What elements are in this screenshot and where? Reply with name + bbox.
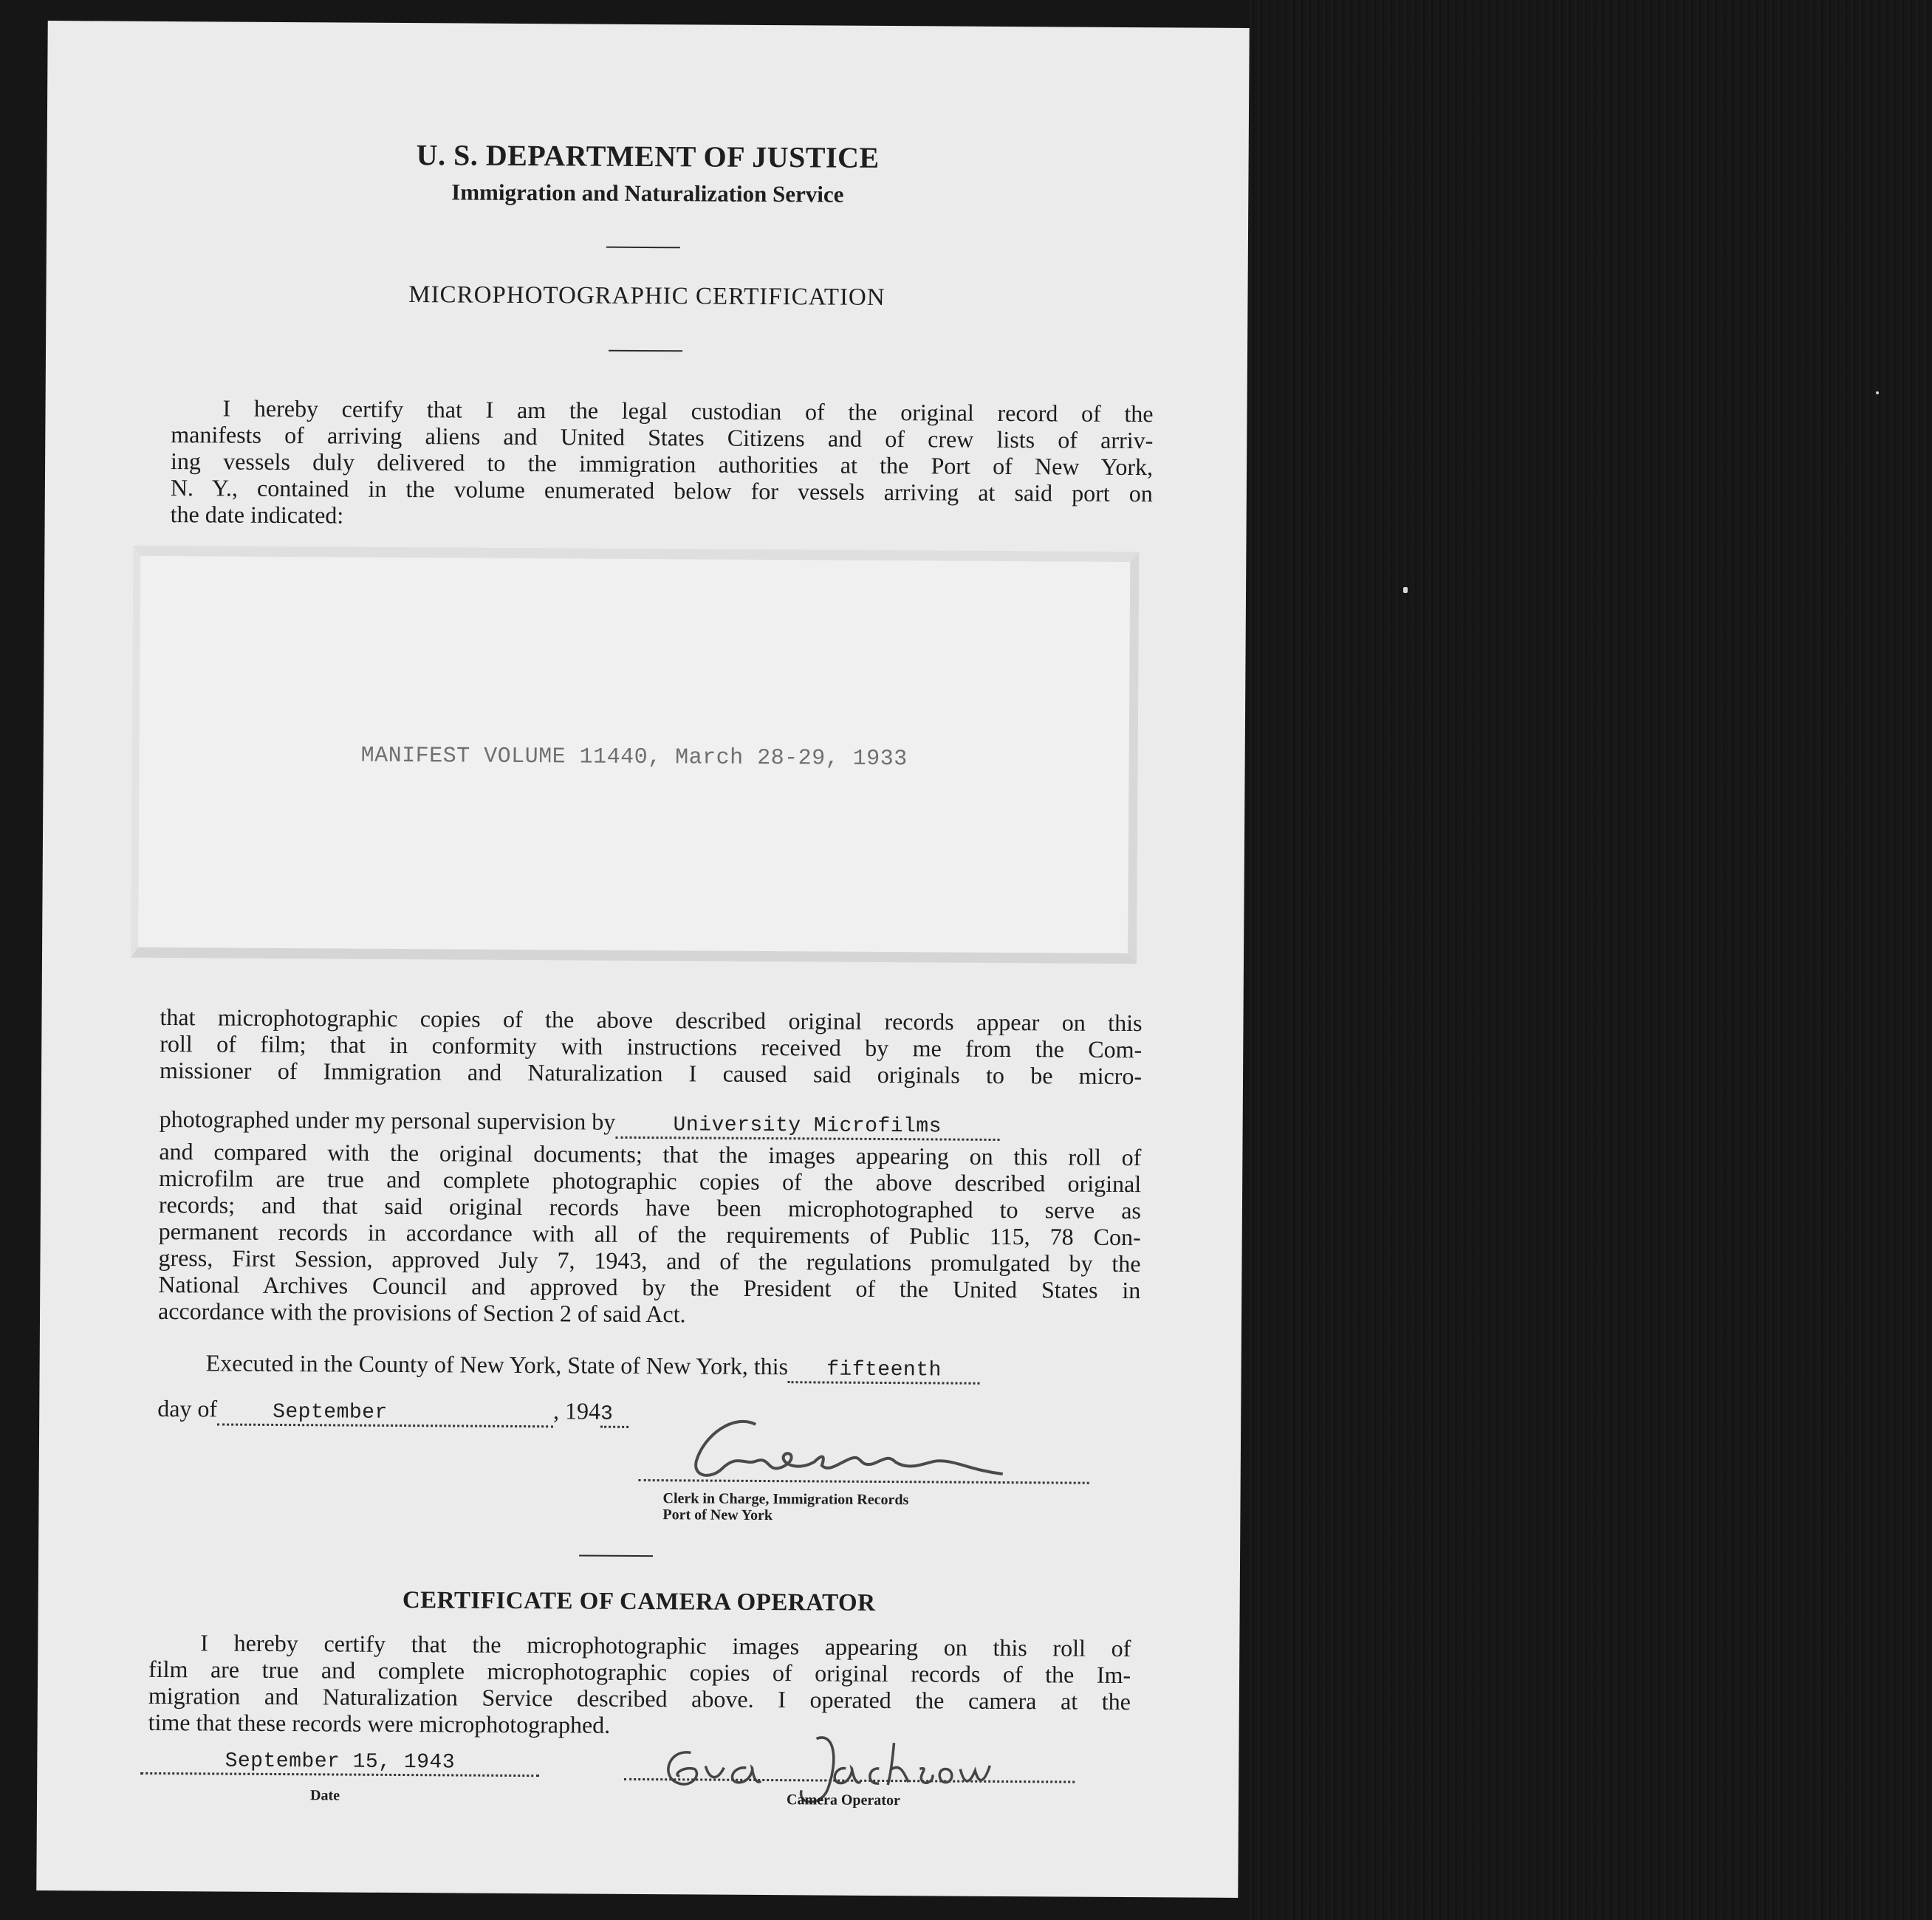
day-of-label: day of — [157, 1394, 218, 1422]
manifest-volume-text: MANIFEST VOLUME 11440, March 28-29, 1933 — [360, 743, 908, 772]
camera-line: migration and Naturalization Service described above. I operated the camera at the — [148, 1681, 1131, 1715]
body-line: gress, First Session, approved July 7, 1943, and of the regulations promulgated by the — [158, 1244, 1141, 1278]
department-title: U. S. DEPARTMENT OF JUSTICE — [416, 138, 880, 174]
month-value: September — [273, 1400, 388, 1424]
body-line: records; and that said original records have been microphotographed to serve as — [158, 1191, 1142, 1224]
camera-line: film are true and complete microphotographic copies of original records of the Im- — [148, 1655, 1131, 1689]
camera-date-field — [140, 1749, 539, 1777]
clerk-port-line: Port of New York — [662, 1506, 773, 1524]
year-digit: 3 — [600, 1402, 614, 1426]
body-paragraph-continued — [158, 1138, 1142, 1330]
divider — [609, 350, 682, 352]
camera-heading: CERTIFICATE OF CAMERA OPERATOR — [402, 1587, 876, 1616]
execution-day-field — [788, 1353, 980, 1385]
camera-date-value: September 15, 1943 — [225, 1749, 456, 1775]
intro-line: manifests of arriving aliens and United States Citizens and of crew lists of arriv- — [171, 421, 1154, 454]
body-paragraph — [160, 1004, 1143, 1089]
body-line: National Archives Council and approved by the President of the United States in — [158, 1271, 1141, 1304]
service-subtitle: Immigration and Naturalization Service — [451, 179, 844, 208]
execution-label: Executed in the County of New York, State of New York, this — [205, 1349, 789, 1380]
body-line: roll of film; that in conformity with instructions received by me from the Com- — [160, 1030, 1143, 1063]
intro-paragraph — [171, 394, 1154, 533]
date-line: day of September , 1943 — [157, 1395, 628, 1428]
supervision-label: photographed under my personal supervision by — [159, 1105, 616, 1135]
intro-line: I hereby certify that I am the legal custodian of the original record of the — [222, 394, 1154, 428]
clerk-title-line: Clerk in Charge, Immigration Records — [662, 1490, 909, 1509]
camera-operator-label: Camera Operator — [786, 1792, 900, 1809]
film-background — [1248, 0, 1932, 1920]
body-line: that microphotographic copies of the above described original records appear on this — [160, 1004, 1143, 1037]
film-speck — [1403, 587, 1408, 593]
divider — [606, 247, 680, 249]
divider — [579, 1554, 653, 1557]
body-line: and compared with the original documents; that the images appearing on this roll of — [159, 1138, 1142, 1171]
body-line: missioner of Immigration and Naturalization I caused said originals to be micro- — [159, 1057, 1143, 1090]
intro-line: the date indicated: — [170, 501, 344, 529]
film-speck — [1876, 391, 1879, 394]
camera-line: time that these records were microphotographed. — [148, 1708, 611, 1738]
intro-line: N. Y., contained in the volume enumerated below for vessels arriving at said port on — [170, 474, 1153, 507]
intro-line: ing vessels duly delivered to the immigration authorities at the Port of New York, — [171, 448, 1154, 481]
camera-line: I hereby certify that the microphotographic images appearing on this roll of — [200, 1629, 1131, 1662]
year-prefix: 194 — [565, 1397, 601, 1424]
year-field — [600, 1398, 628, 1428]
supervision-line — [160, 1105, 1000, 1141]
certificate-page — [36, 21, 1249, 1898]
execution-line — [206, 1349, 981, 1384]
clerk-title — [662, 1490, 908, 1524]
month-field — [217, 1395, 553, 1427]
camera-date-label: Date — [310, 1787, 340, 1804]
body-line: microfilm are true and complete photographic copies of the above described original — [159, 1165, 1142, 1198]
manifest-card — [131, 546, 1139, 964]
supervision-field — [615, 1108, 999, 1141]
body-line: accordance with the provisions of Section 2 of said Act. — [157, 1297, 686, 1328]
certification-heading: MICROPHOTOGRAPHIC CERTIFICATION — [408, 281, 886, 311]
clerk-signature — [674, 1409, 1030, 1489]
supervision-value: University Microfilms — [673, 1114, 942, 1139]
execution-day-value: fifteenth — [826, 1358, 942, 1382]
body-line: permanent records in accordance with all of the requirements of Public 115, 78 Con- — [158, 1218, 1141, 1251]
